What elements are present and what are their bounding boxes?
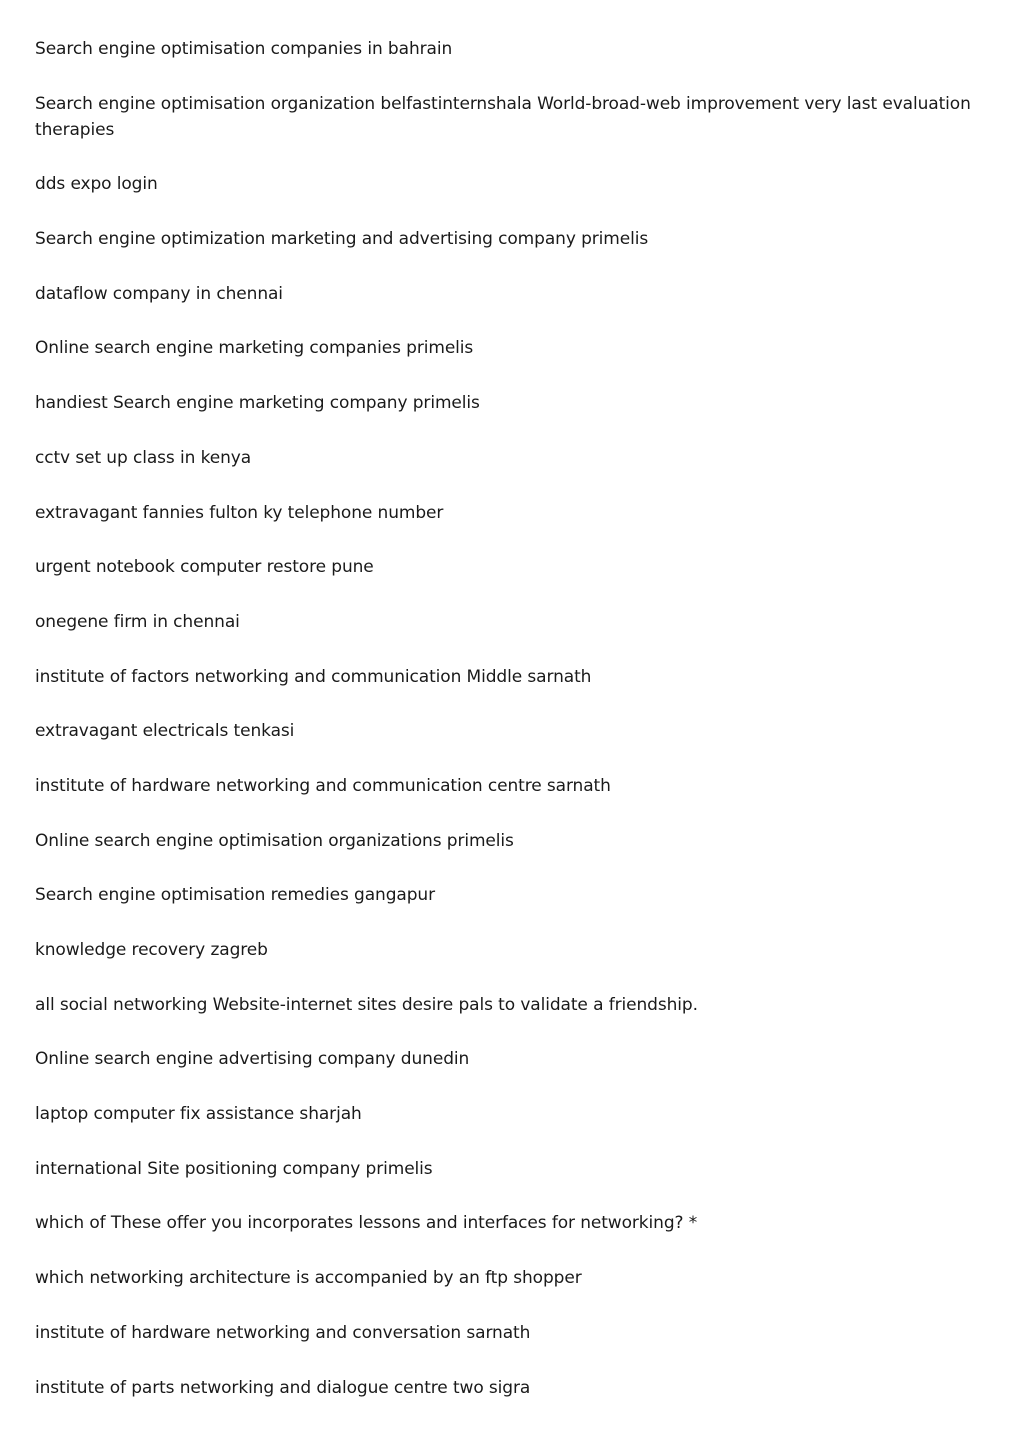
text-line: extravagant electricals tenkasi [35,721,295,742]
text-line: Online search engine marketing companies primelis [35,338,474,359]
text-line: Online search engine advertising company dunedin [35,1049,470,1070]
text-line: which networking architecture is accompanied by an ftp shopper [35,1268,582,1289]
text-line: onegene firm in chennai [35,611,240,632]
text-line: dataflow company in chennai [35,283,283,304]
text-line: which of These offer you incorporates lessons and interfaces for networking? * [35,1213,698,1234]
text-line: institute of hardware networking and conversation sarnath [35,1322,531,1343]
text-line: international Site positioning company primelis [35,1158,433,1179]
text-line: cctv set up class in kenya [35,447,252,468]
text-line: Search engine optimisation companies in bahrain [35,39,453,59]
text-line: Online search engine optimisation organizations primelis [35,830,514,851]
text-line: dds expo login [35,174,158,195]
text-line: urgent notebook computer restore pune [35,557,374,578]
text-line: knowledge recovery zagreb [35,940,268,960]
text-line: institute of factors networking and communication Middle sarnath [35,666,592,687]
text-line: institute of parts networking and dialogue centre two sigra [35,1377,531,1398]
document-body [35,36,985,1429]
text-line: Search engine optimisation remedies gangapur [35,885,435,906]
text-line: extravagant fannies fulton ky telephone number [35,502,444,523]
text-line: Search engine optimization marketing and advertising company primelis [35,229,649,250]
text-line: all social networking Website-internet sites desire pals to validate a friendship. [35,994,698,1015]
text-line: institute of hardware networking and communication centre sarnath [35,775,611,796]
text-line: Search engine optimisation organization belfastinternshala World-broad-web improvement very last evaluation therapies [35,93,971,140]
text-line: laptop computer fix assistance sharjah [35,1104,362,1125]
text-line: handiest Search engine marketing company primelis [35,393,480,414]
